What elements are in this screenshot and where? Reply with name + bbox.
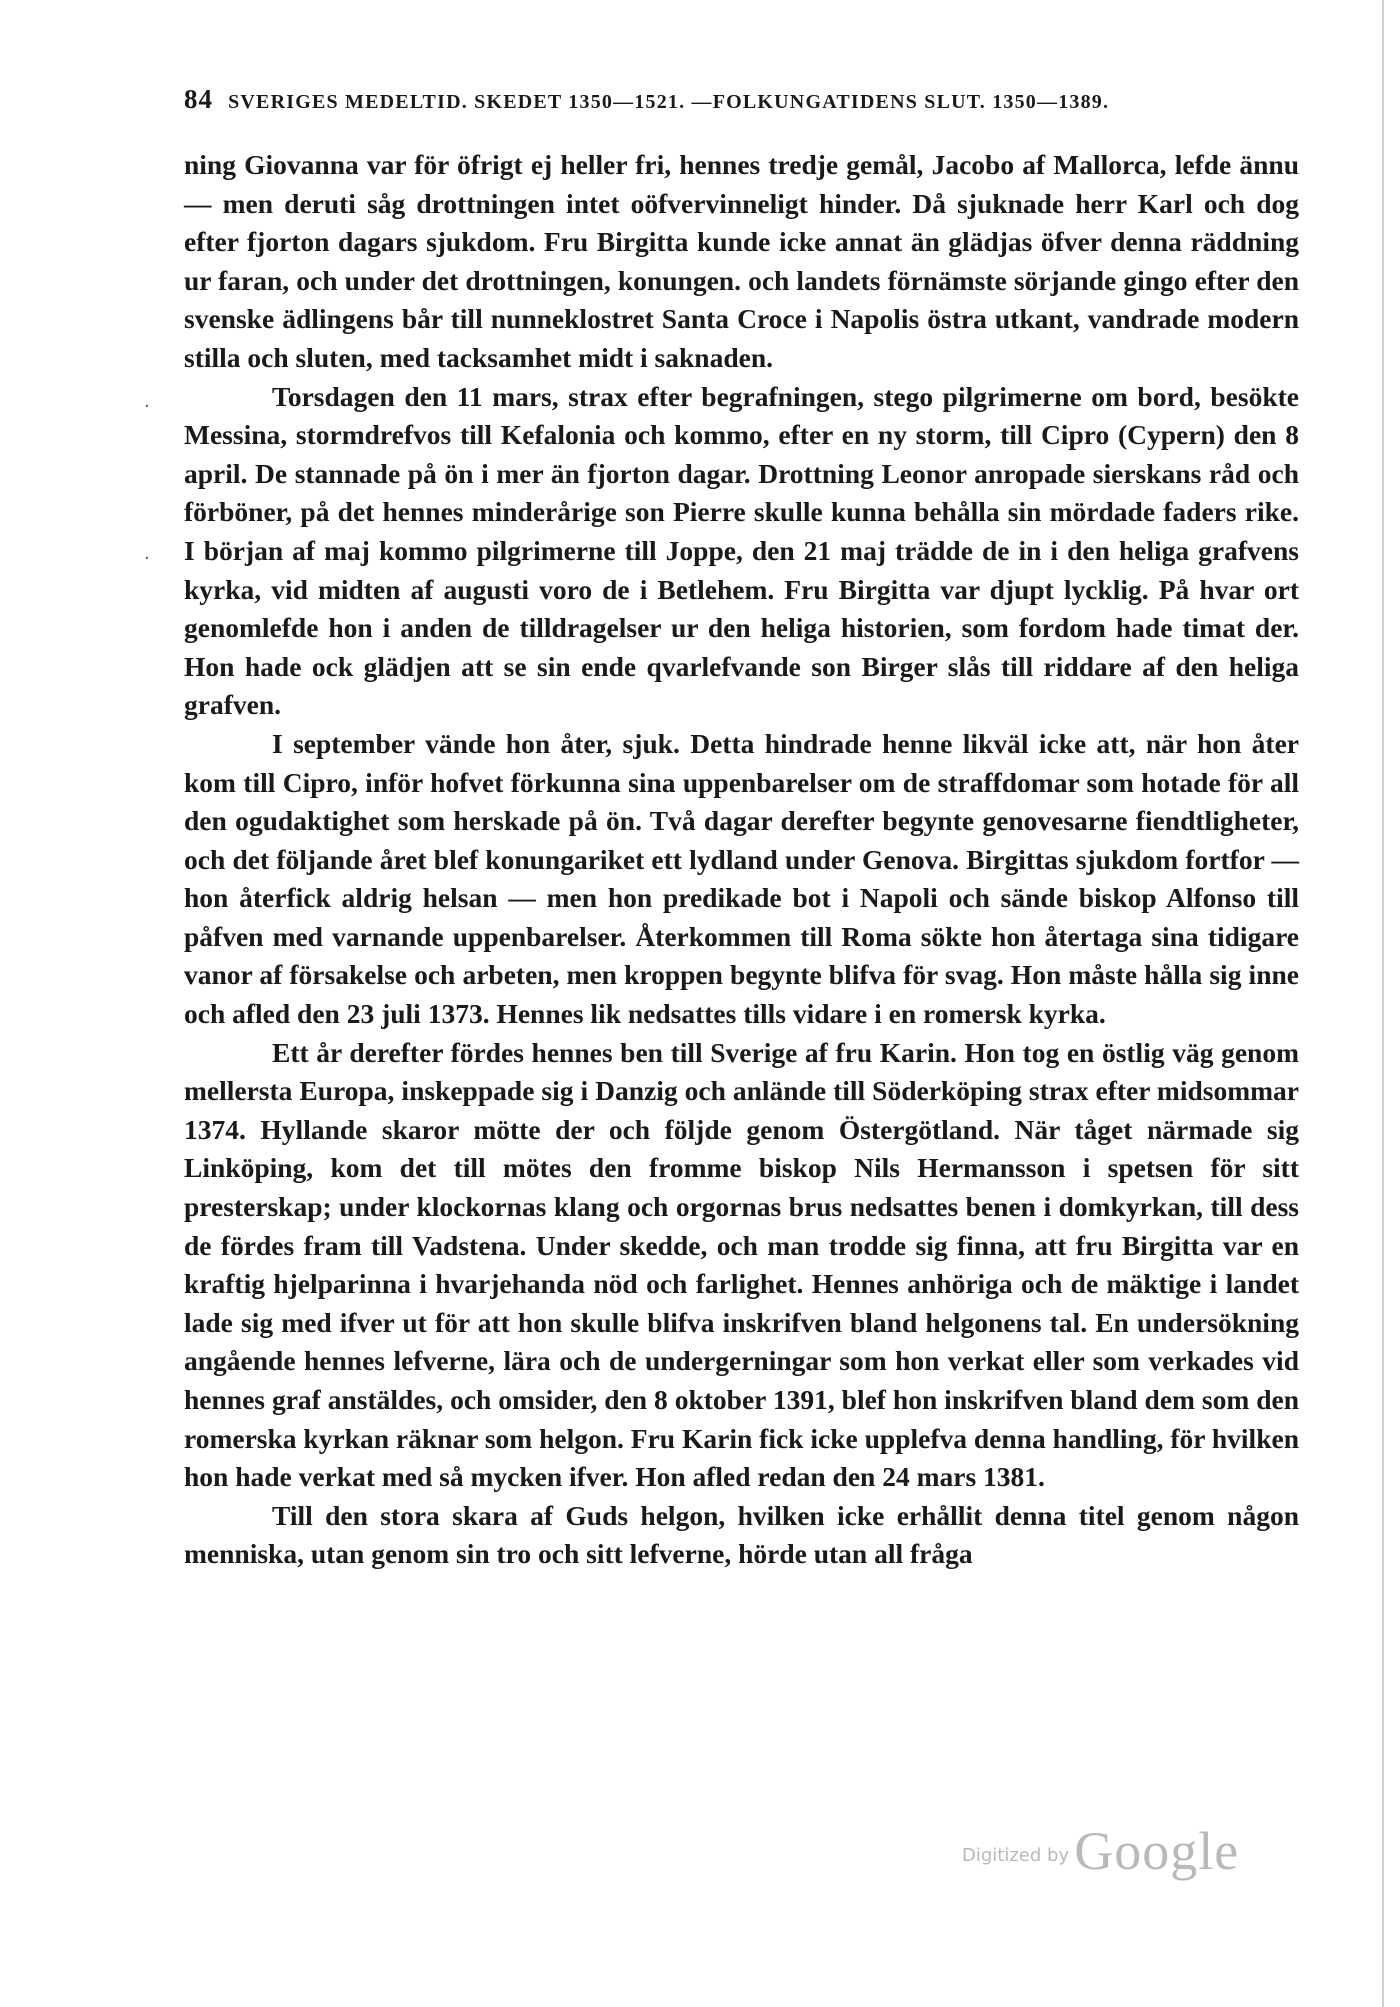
paragraph: Till den stora skara af Guds helgon, hvilken icke erhållit denna titel genom någon menniska, utan genom sin tro och sitt lefverne, hörde utan all fråga [184,1499,1299,1570]
body-text [184,146,1299,1574]
paragraph: Torsdagen den 11 mars, strax efter begrafningen, stego pilgrimerne om bord, besökte Messina, stormdrefvos till Kefalonia och kommo, efter en ny storm, till Cipro (Cypern) den 8 april. De stannade på ön i mer än fjorton dagar. Drottning Leonor anropade sierskans råd och förböner, på det hennes minderårige son Pierre skulle kunna behålla sin mördade faders rike. I början af maj kommo pilgrimerne till Joppe, den 21 maj trädde de in i den heliga grafvens kyrka, vid midten af augusti voro de i Betlehem. Fru Birgitta var djupt lycklig. På hvar ort genomlefde hon i anden de tilldragelser ur den heliga historien, som fordom hade timat der. Hon hade ock glädjen att se sin ende qvarlefvande son Birger slås till riddare af den heliga grafven. [184,380,1299,721]
margin-mark: · [144,396,150,417]
running-head: SVERIGES MEDELTID. SKEDET 1350—1521. —FOLKUNGATIDENS SLUT. 1350—1389. [228,91,1110,113]
paragraph: Ett år derefter fördes hennes ben till Sverige af fru Karin. Hon tog en östlig väg genom mellersta Europa, inskeppade sig i Danzig och anlände till Söderköping strax efter midsommar 1374. Hyllande skaror mötte der och följde genom Östergötland. När tåget närmade sig Linköping, kom det till mötes den fromme biskop Nils Hermansson i spetsen för sitt presterskap; under klockornas klang och orgornas brus nedsattes benen i domkyrkan, till dess de fördes fram till Vadstena. Under skedde, och man trodde sig finna, att fru Birgitta var en kraftig hjelparinna i hvarjehanda nöd och farlighet. Hennes anhöriga och de mäktige i landet lade sig med ifver ut för att hon skulle blifva inskrifven bland helgonens tal. En undersökning angående hennes lefverne, lära och de undergerningar som hon verkat eller som verkades vid hennes graf anstäldes, och omsider, den 8 oktober 1391, blef hon inskrifven bland dem som den romerska kyrkan räknar som helgon. Fru Karin fick icke upplefva denna handling, för hvilken hon hade verkat med så mycken ifver. Hon afled redan den 24 mars 1381. [184,1036,1299,1493]
page-edge-rule [1382,0,1384,2007]
paragraph: I september vände hon åter, sjuk. Detta hindrade henne likväl icke att, när hon åter kom till Cipro, inför hofvet förkunna sina uppenbarelser om de straffdomar som hotade för all den ogudaktighet som herskade på ön. Två dagar derefter begynte genovesarne fiendtligheter, och det följande året blef konungariket ett lydland under Genova. Birgittas sjukdom fortfor — hon återfick aldrig helsan — men hon predikade bot i Napoli och sände biskop Alfonso till påfven med varnande uppenbarelser. Återkommen till Roma sökte hon återtaga sina tidigare vanor af försakelse och arbeten, men kroppen begynte blifva för svag. Hon måste hålla sig inne och afled den 23 juli 1373. Hennes lik nedsattes tills vidare i en romersk kyrka. [184,727,1299,1030]
watermark-brand: Google [1074,1821,1240,1881]
watermark-prefix: Digitized by [962,1845,1070,1866]
page-header [184,84,1299,122]
page-number: 84 [184,84,213,114]
google-digitized-watermark [962,1820,1240,1881]
paragraph: ning Giovanna var för öfrigt ej heller fri, hennes tredje gemål, Jacobo af Mallorca, lefde ännu — men deruti såg drottningen intet oöfvervinneligt hinder. Då sjuknade herr Karl och dog efter fjorton dagars sjukdom. Fru Birgitta kunde icke annat än glädjas öfver denna räddning ur faran, och under det drottningen, konungen. och landets förnämste sörjande gingo efter den svenske ädlingens bår till nunneklostret Santa Croce i Napolis östra utkant, vandrade modern stilla och sluten, med tacksamhet midt i saknaden. [184,149,1299,373]
margin-mark: · [144,548,150,569]
